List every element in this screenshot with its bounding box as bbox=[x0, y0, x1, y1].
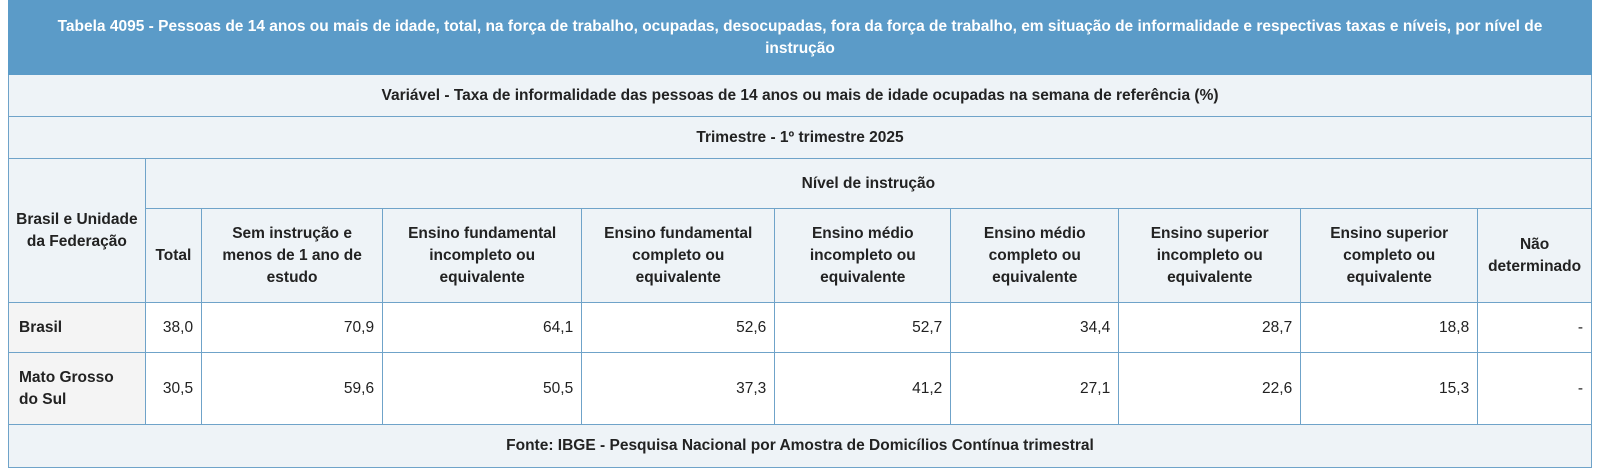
group-header-nivel: Nível de instrução bbox=[145, 159, 1591, 209]
col-header-fund-incompleto: Ensino fundamental incompleto ou equivalente bbox=[383, 209, 582, 303]
table-cell: - bbox=[1478, 303, 1592, 353]
table-row bbox=[9, 303, 1592, 353]
source-note: Fonte: IBGE - Pesquisa Nacional por Amostra de Domicílios Contínua trimestral bbox=[9, 425, 1592, 468]
col-header-nao-determinado: Não determinado bbox=[1478, 209, 1592, 303]
table-cell: 34,4 bbox=[951, 303, 1119, 353]
table-cell: 30,5 bbox=[145, 353, 201, 425]
col-header-superior-completo: Ensino superior completo ou equivalente bbox=[1301, 209, 1478, 303]
col-header-sem-instrucao: Sem instrução e menos de 1 ano de estudo bbox=[202, 209, 383, 303]
data-table bbox=[8, 0, 1592, 468]
row-label: Brasil bbox=[9, 303, 146, 353]
col-header-medio-incompleto: Ensino médio incompleto ou equivalente bbox=[775, 209, 951, 303]
table-cell: 70,9 bbox=[202, 303, 383, 353]
table-cell: 22,6 bbox=[1119, 353, 1301, 425]
table-title: Tabela 4095 - Pessoas de 14 anos ou mais de idade, total, na força de trabalho, ocupadas, desocupadas, fora da força de trabalho, em situação de informalidade e respectivas taxas e níveis, por nível de instrução bbox=[9, 1, 1592, 75]
table-cell: 50,5 bbox=[383, 353, 582, 425]
table-cell: 15,3 bbox=[1301, 353, 1478, 425]
row-header-unit: Brasil e Unidade da Federação bbox=[9, 159, 146, 303]
period-label: Trimestre - 1º trimestre 2025 bbox=[9, 117, 1592, 159]
table-cell: 41,2 bbox=[775, 353, 951, 425]
variable-label: Variável - Taxa de informalidade das pessoas de 14 anos ou mais de idade ocupadas na semana de referência (%) bbox=[9, 75, 1592, 117]
table-cell: 52,7 bbox=[775, 303, 951, 353]
table-cell: 18,8 bbox=[1301, 303, 1478, 353]
table-cell: 52,6 bbox=[582, 303, 775, 353]
table-cell: 38,0 bbox=[145, 303, 201, 353]
table-container bbox=[8, 0, 1592, 468]
table-cell: 27,1 bbox=[951, 353, 1119, 425]
table-cell: - bbox=[1478, 353, 1592, 425]
col-header-total: Total bbox=[145, 209, 201, 303]
table-cell: 28,7 bbox=[1119, 303, 1301, 353]
table-cell: 59,6 bbox=[202, 353, 383, 425]
col-header-fund-completo: Ensino fundamental completo ou equivalente bbox=[582, 209, 775, 303]
table-cell: 37,3 bbox=[582, 353, 775, 425]
table-cell: 64,1 bbox=[383, 303, 582, 353]
table-row bbox=[9, 353, 1592, 425]
col-header-superior-incompleto: Ensino superior incompleto ou equivalente bbox=[1119, 209, 1301, 303]
row-label: Mato Grosso do Sul bbox=[9, 353, 146, 425]
col-header-medio-completo: Ensino médio completo ou equivalente bbox=[951, 209, 1119, 303]
